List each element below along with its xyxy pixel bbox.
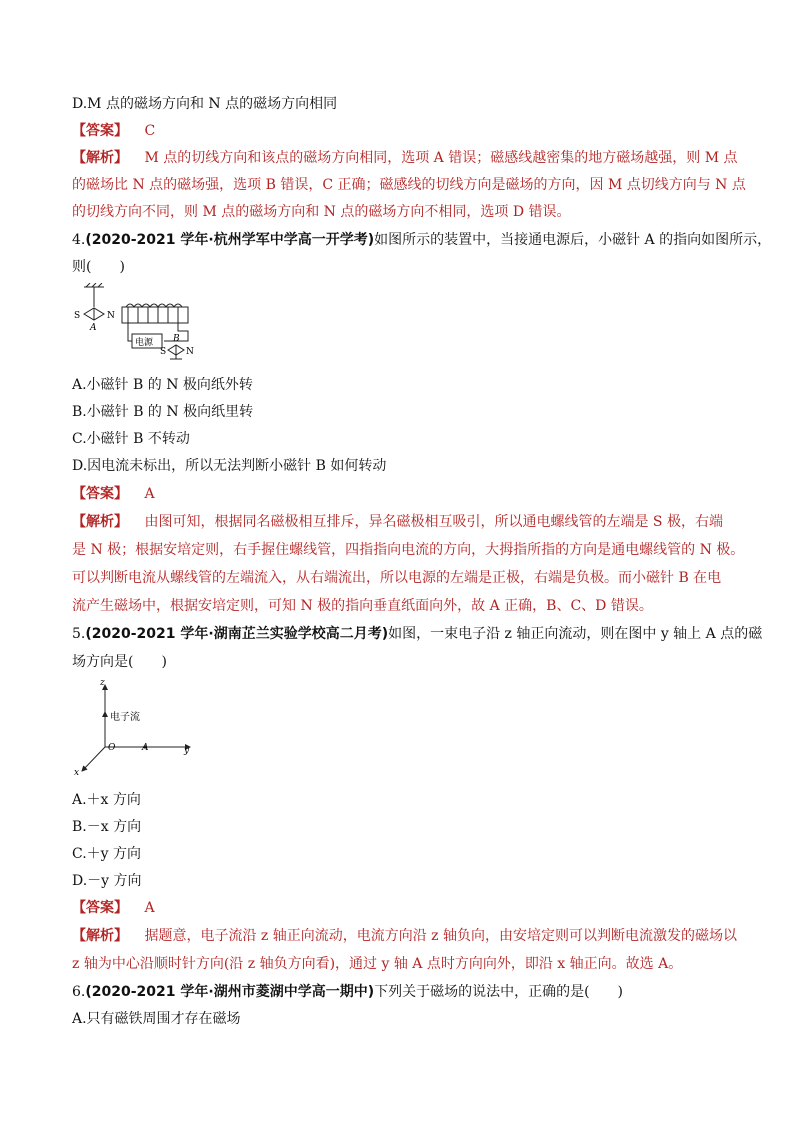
answer-row <box>72 484 155 504</box>
label-o: O <box>108 743 116 753</box>
question-4-stem <box>72 230 771 250</box>
analysis-text: M 点的切线方向和该点的磁场方向相同，选项 A 错误；磁感线越密集的地方磁场越强，则 M 点 <box>144 150 738 166</box>
analysis-text: 据题意，电子流沿 z 轴正向流动，电流方向沿 z 轴负向，由安培定则可以判断电流激发的磁场以 <box>144 928 738 944</box>
axes-figure <box>72 675 202 780</box>
analysis-text: 是 N 极；根据安培定则，右手握住螺线管，四指指向电流的方向，大拇指所指的方向是通电螺线管的 N 极。 <box>72 542 745 558</box>
question-number: 6. <box>72 984 86 1000</box>
question-source: (2020-2021 学年·湖州市菱湖中学高一期中) <box>85 984 375 1000</box>
label-a: A <box>142 743 149 753</box>
option-d: D.因电流未标出，所以无法判断小磁针 B 如何转动 <box>72 458 387 474</box>
question-source: (2020-2021 学年·杭州学军中学高一开学考) <box>85 232 375 248</box>
answer-row <box>72 121 155 141</box>
question-source: (2020-2021 学年·湖南芷兰实验学校高二月考) <box>85 626 389 642</box>
solenoid-figure <box>72 283 202 363</box>
analysis-text: 可以判断电流从螺线管的左端流入，从右端流出，所以电源的左端是正极，右端是负极。而小磁针 B 在电 <box>72 570 722 586</box>
question-text: 下列关于磁场的说法中，正确的是( ) <box>374 984 624 1000</box>
question-5-stem <box>72 624 762 644</box>
analysis-tag: 【解析】 <box>72 150 128 166</box>
answer-tag: 【答案】 <box>72 486 128 502</box>
question-4-stem-cont: 则( ) <box>72 259 125 275</box>
answer-tag: 【答案】 <box>72 123 128 139</box>
analysis-tag: 【解析】 <box>72 928 128 944</box>
option-b: B.－x 方向 <box>72 819 142 835</box>
analysis-text: 流产生磁场中，根据安培定则，可知 N 极的指向垂直纸面向外，故 A 正确，B、C、D 错误。 <box>72 598 653 614</box>
analysis-tag: 【解析】 <box>72 514 128 530</box>
question-text: 如图所示的装置中，当接通电源后，小磁针 A 的指向如图所示， <box>374 232 772 248</box>
analysis-row <box>72 148 737 168</box>
answer-value: A <box>144 486 155 502</box>
analysis-text: 的切线方向不同，则 M 点的磁场方向和 N 点的磁场方向不相同，选项 D 错误。 <box>72 204 571 220</box>
answer-tag: 【答案】 <box>72 900 128 916</box>
option-b: B.小磁针 B 的 N 极向纸里转 <box>72 404 254 420</box>
question-text: 如图，一束电子沿 z 轴正向流动，则在图中 y 轴上 A 点的磁 <box>388 626 763 642</box>
label-s: S <box>74 311 81 321</box>
answer-value: A <box>144 900 155 916</box>
label-y: y <box>184 746 190 756</box>
question-5-stem-cont: 场方向是( ) <box>72 654 167 670</box>
option-a: A.小磁针 B 的 N 极向纸外转 <box>72 377 253 393</box>
option-d: D.－y 方向 <box>72 873 142 889</box>
analysis-text: 的磁场比 N 点的磁场强，选项 B 错误，C 正确；磁感线的切线方向是磁场的方向，因 M 点切线方向与 N 点 <box>72 177 746 193</box>
option-a: A.只有磁铁周围才存在磁场 <box>72 1011 241 1027</box>
label-b: B <box>173 334 180 344</box>
option-c: C.＋y 方向 <box>72 846 142 862</box>
label-n2: N <box>186 347 194 357</box>
label-n: N <box>107 311 115 321</box>
label-x: x <box>74 768 80 778</box>
label-stream: 电子流 <box>110 712 140 723</box>
label-power: 电源 <box>135 338 154 348</box>
option-d: D.M 点的磁场方向和 N 点的磁场方向相同 <box>72 96 338 112</box>
option-c: C.小磁针 B 不转动 <box>72 431 190 447</box>
answer-value: C <box>144 123 156 139</box>
label-s2: S <box>160 347 167 357</box>
question-6-stem <box>72 982 623 1002</box>
analysis-row <box>72 926 737 946</box>
question-number: 4. <box>72 232 86 248</box>
analysis-text: 由图可知，根据同名磁极相互排斥，异名磁极相互吸引，所以通电螺线管的左端是 S 极，右端 <box>144 514 723 530</box>
label-z: z <box>100 678 105 688</box>
answer-row <box>72 898 155 918</box>
label-a: A <box>90 323 97 333</box>
option-a: A.＋x 方向 <box>72 792 141 808</box>
analysis-row <box>72 512 723 532</box>
question-number: 5. <box>72 626 86 642</box>
analysis-text: z 轴为中心沿顺时针方向(沿 z 轴负方向看)，通过 y 轴 A 点时方向向外，即沿 x 轴正向。故选 A。 <box>72 956 683 972</box>
